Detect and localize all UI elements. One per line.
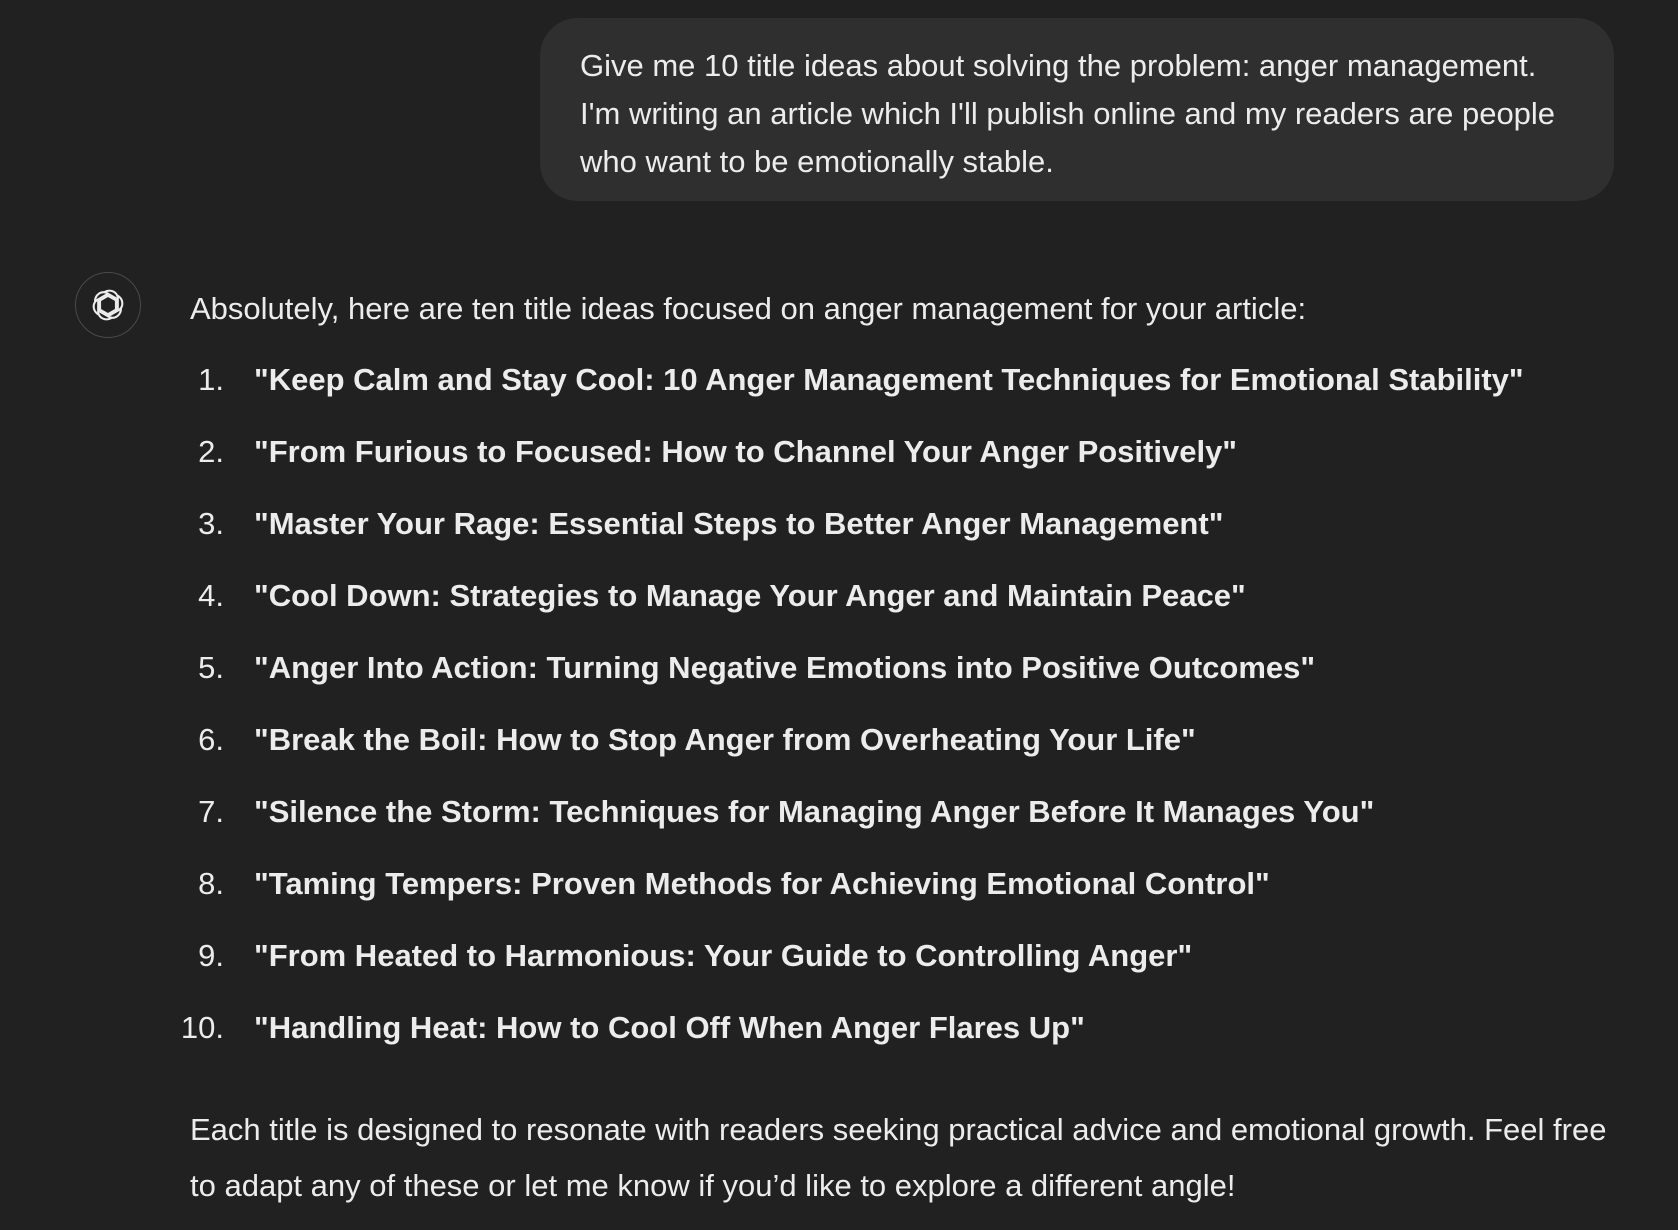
assistant-intro: Absolutely, here are ten title ideas focused on anger management for your article: — [190, 291, 1307, 326]
list-number: 2. — [198, 434, 224, 469]
list-number: 7. — [198, 794, 224, 829]
list-title: "From Furious to Focused: How to Channel Your Anger Positively" — [254, 434, 1238, 469]
list-title: "Break the Boil: How to Stop Anger from Overheating Your Life" — [254, 722, 1196, 757]
assistant-closing: Each title is designed to resonate with readers seeking practical advice and emotional growth. Feel free to adapt any of these or let me know if you’d like to explore a different angle! — [190, 1112, 1607, 1203]
list-title: "Cool Down: Strategies to Manage Your Anger and Maintain Peace" — [254, 578, 1246, 613]
list-number: 4. — [198, 578, 224, 613]
list-number: 1. — [198, 362, 224, 397]
list-title: "Taming Tempers: Proven Methods for Achieving Emotional Control" — [254, 866, 1270, 901]
list-title: "Keep Calm and Stay Cool: 10 Anger Management Techniques for Emotional Stability" — [254, 362, 1524, 397]
assistant-avatar — [75, 272, 141, 338]
list-number: 6. — [198, 722, 224, 757]
list-title: "Anger Into Action: Turning Negative Emotions into Positive Outcomes" — [254, 650, 1316, 685]
openai-logo-icon — [89, 286, 127, 324]
list-number: 3. — [198, 506, 224, 541]
user-message-bubble — [540, 18, 1614, 201]
list-number: 8. — [198, 866, 224, 901]
list-title: "Master Your Rage: Essential Steps to Better Anger Management" — [254, 506, 1224, 541]
user-message-text: Give me 10 title ideas about solving the problem: anger management. I'm writing an article which I'll publish online and my readers are people who want to be emotionally stable. — [580, 48, 1556, 179]
list-number: 10. — [180, 1010, 224, 1045]
list-title: "Handling Heat: How to Cool Off When Anger Flares Up" — [254, 1010, 1085, 1045]
list-title: "Silence the Storm: Techniques for Managing Anger Before It Manages You" — [254, 794, 1375, 829]
list-number: 9. — [198, 938, 224, 973]
list-title: "From Heated to Harmonious: Your Guide to Controlling Anger" — [254, 938, 1193, 973]
list-number: 5. — [198, 650, 224, 685]
